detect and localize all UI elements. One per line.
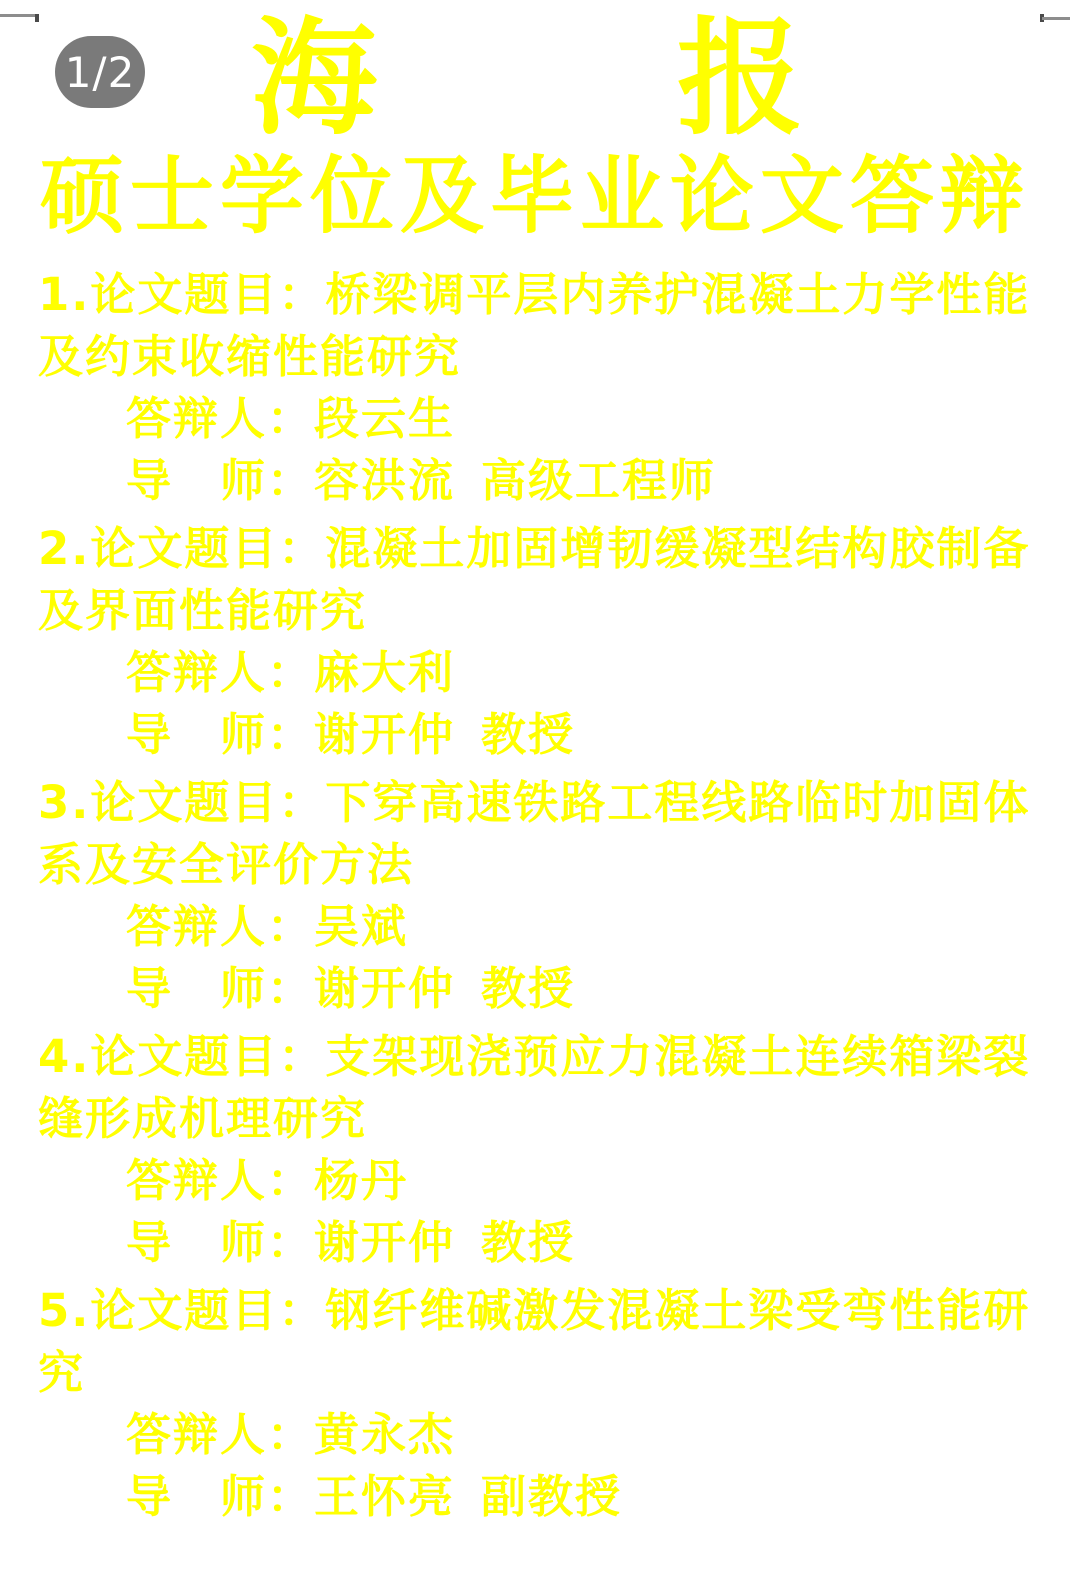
supervisor-name: 谢开仲 <box>314 962 456 1015</box>
thesis-section <box>38 1280 1038 1528</box>
thesis-title-line-1: 4.论文题目：支架现浇预应力混凝土连续箱梁裂 <box>38 1030 1031 1083</box>
supervisor-label: 导 师： <box>126 1216 315 1269</box>
supervisor-label: 导 师： <box>126 454 315 507</box>
thesis-section <box>38 264 1038 512</box>
candidate-line <box>38 642 1038 704</box>
candidate-label: 答辩人： <box>126 646 315 699</box>
candidate-label: 答辩人： <box>126 392 315 445</box>
supervisor-title: 副教授 <box>481 1470 623 1523</box>
supervisor-name: 谢开仲 <box>314 1216 456 1269</box>
supervisor-line <box>38 958 1038 1020</box>
thesis-section <box>38 1026 1038 1274</box>
thesis-title-line-2: 系及安全评价方法 <box>38 838 415 891</box>
candidate-name: 段云生 <box>314 392 456 445</box>
supervisor-title: 教授 <box>481 708 576 761</box>
supervisor-title: 教授 <box>481 962 576 1015</box>
candidate-name: 吴斌 <box>314 900 409 953</box>
thesis-title-line-1: 5.论文题目：钢纤维碱激发混凝土梁受弯性能研 <box>38 1284 1031 1337</box>
frame-corner-right-bar <box>1042 17 1070 20</box>
candidate-name: 黄永杰 <box>314 1408 456 1461</box>
supervisor-label: 导 师： <box>126 962 315 1015</box>
thesis-title-line-2: 及界面性能研究 <box>38 584 368 637</box>
supervisor-label: 导 师： <box>126 1470 315 1523</box>
candidate-line <box>38 1150 1038 1212</box>
candidate-label: 答辩人： <box>126 1408 315 1461</box>
supervisor-line <box>38 450 1038 512</box>
thesis-title-line-2: 缝形成机理研究 <box>38 1092 368 1145</box>
thesis-title-line-1: 3.论文题目：下穿高速铁路工程线路临时加固体 <box>38 776 1031 829</box>
candidate-name: 麻大利 <box>314 646 456 699</box>
frame-corner-left-tick <box>35 14 39 22</box>
thesis-sections <box>38 264 1038 1528</box>
thesis-section <box>38 772 1038 1020</box>
supervisor-name: 王怀亮 <box>314 1470 456 1523</box>
supervisor-line <box>38 1212 1038 1274</box>
supervisor-title: 高级工程师 <box>481 454 717 507</box>
candidate-label: 答辩人： <box>126 900 315 953</box>
thesis-title-line-2: 究 <box>38 1346 86 1399</box>
supervisor-name: 谢开仲 <box>314 708 456 761</box>
poster-subtitle: 硕士学位及毕业论文答辩 <box>39 147 1030 245</box>
candidate-label: 答辩人： <box>126 1154 315 1207</box>
supervisor-line <box>38 1466 1038 1528</box>
thesis-title-line-2: 及约束收缩性能研究 <box>38 330 462 383</box>
page-indicator-text: 1/2 <box>64 47 136 97</box>
supervisor-name: 容洪流 <box>314 454 456 507</box>
frame-corner-left-bar <box>0 14 38 17</box>
supervisor-label: 导 师： <box>126 708 315 761</box>
supervisor-title: 教授 <box>481 1216 576 1269</box>
poster-title: 海 报 <box>251 5 819 152</box>
candidate-line <box>38 1404 1038 1466</box>
thesis-title-line-1: 2.论文题目：混凝土加固增韧缓凝型结构胶制备 <box>38 522 1031 575</box>
candidate-line <box>38 388 1038 450</box>
candidate-name: 杨丹 <box>314 1154 409 1207</box>
candidate-line <box>38 896 1038 958</box>
thesis-title-line-1: 1.论文题目：桥梁调平层内养护混凝土力学性能 <box>38 268 1031 321</box>
supervisor-line <box>38 704 1038 766</box>
page-indicator-badge <box>55 36 145 108</box>
thesis-section <box>38 518 1038 766</box>
